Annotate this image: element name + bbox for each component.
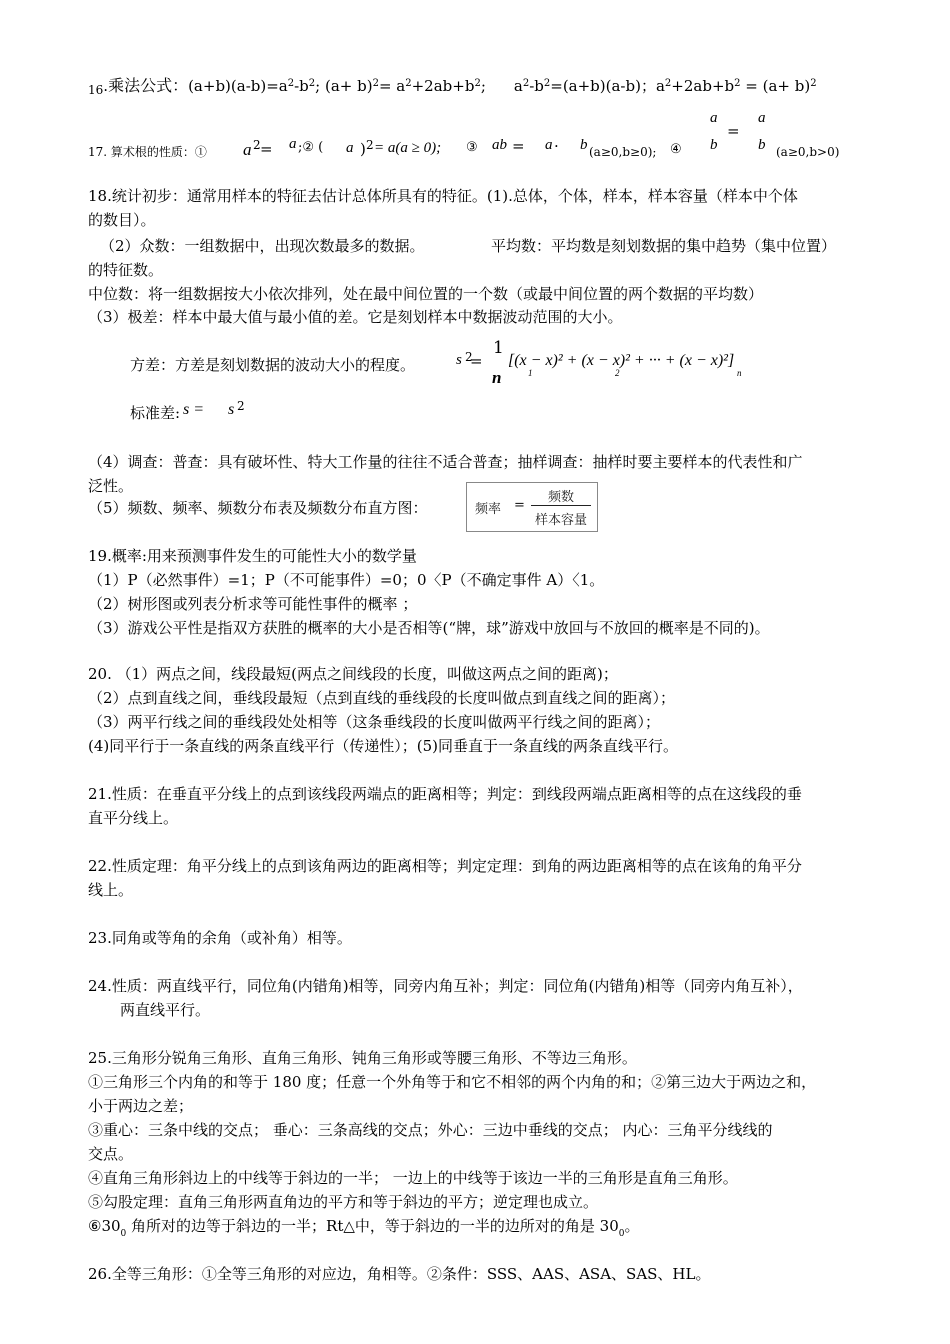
item24-line1: 24.性质：两直线平行，同位角(内错角)相等，同旁内角互补；判定：同位角(内错角)相等（同旁内角互补），: [88, 977, 803, 995]
item21-line2: 直平分线上。: [88, 809, 179, 827]
variance-n: n: [492, 368, 502, 387]
item25-line1: 25.三角形分锐角三角形、直角三角形、钝角三角形或等腰三角形、不等边三角形。: [88, 1049, 637, 1067]
item18-line4: 的特征数。: [88, 261, 164, 279]
item18-line1: 18.统计初步：通常用样本的特征去估计总体所具有的特征。(1).总体，个体，样本，样本容量（样本中个体: [88, 187, 798, 205]
item21-line1: 21.性质：在垂直平分线上的点到该线段两端点的距离相等；判定：到线段两端点距离相等的点在这线段的垂: [88, 785, 802, 803]
item17-frac-den: b: [710, 137, 718, 153]
variance-formula: [(x − x)² + (x − x)² + ··· + (x − x)²]: [508, 352, 735, 369]
item17-a: a: [243, 140, 252, 159]
item26-line1: 26.全等三角形：①全等三角形的对应边，角相等。②条件：SSS、AAS、ASA、SAS、HL。: [88, 1265, 711, 1283]
item25-line8: $⑥30_0$ 角所对的边等于斜边的一半；Rt△中，等于斜边的一半的边所对的角是 $30_0$。: [88, 1217, 640, 1239]
item18-line2: 的数目）。: [88, 211, 156, 229]
item25-line4: ③重心：三条中线的交点； 垂心：三条高线的交点；外心：三边中垂线的交点； 内心：三角平分线线的: [88, 1121, 773, 1139]
item20-line2: （2）点到直线之间，垂线段最短（点到直线的垂线段的长度叫做点到直线之间的距离）；: [88, 689, 676, 707]
item20-line4: (4)同平行于一条直线的两条直线平行（传递性）；(5)同垂直于一条直线的两条直线平行。: [88, 737, 678, 755]
item25-line3: 小于两边之差；: [88, 1097, 194, 1115]
item24-line2: 两直线平行。: [120, 1001, 211, 1019]
survey-line1: （4）调查：普查：具有破坏性、特大工作量的往往不适合普查；抽样调查：抽样时要主要样本的代表性和广: [88, 453, 803, 471]
item16-number: 16: [88, 83, 104, 97]
frequency-line: （5）频数、频率、频数分布表及频数分布直方图：: [88, 499, 428, 517]
item23-line1: 23.同角或等角的余角（或补角）相等。: [88, 929, 352, 947]
item22-line2: 线上。: [88, 881, 134, 899]
variance-label: 方差：方差是刻划数据的波动大小的程度。: [130, 356, 416, 374]
item25-line6: ④直角三角形斜边上的中线等于斜边的一半； 一边上的中线等于该边一半的三角形是直角三角形。: [88, 1169, 738, 1187]
item19-line1: 19.概率:用来预测事件发生的可能性大小的数学量: [88, 547, 417, 565]
variance-s: s: [456, 352, 462, 368]
item17-frac-num: a: [710, 110, 718, 126]
item17-prefix: 17. 算术根的性质：①: [88, 145, 207, 159]
item19-line4: （3）游戏公平性是指双方获胜的概率的大小是否相等(“牌，球”游戏中放回与不放回的概率是不同的)。: [88, 619, 770, 637]
item16-formula-line: $_{16}$.乘法公式：$(a+b)(a-b)=a^2-b^2$; $(a+ b)^2= a^2+2ab+b^2$; $a^2-b^2=(a+b)(a-b)$；$a^2+2ab+b^2 = (a+ b)^2$: [88, 76, 817, 97]
item18-mode: （2）众数：一组数据中，出现次数最多的数据。: [100, 237, 425, 255]
std-label: 标准差:: [130, 404, 181, 422]
item19-line2: （1）P（必然事件）=1；P（不可能事件）=0；0〈P（不确定事件 A）〈1。: [88, 571, 605, 589]
survey-line2: 泛性。: [88, 477, 134, 495]
item16-f1: (a+b)(a-b)=a: [188, 77, 288, 95]
item22-line1: 22.性质定理：角平分线上的点到该角两边的距离相等；判定定理：到角的两边距离相等的点在该角的角平分: [88, 857, 802, 875]
frequency-formula-box: 频率 = 频数 样本容量: [466, 482, 598, 532]
item25-line2: ①三角形三个内角的和等于 180 度；任意一个外角等于和它不相邻的两个内角的和；②第三边大于两边之和，: [88, 1073, 817, 1091]
item18-median: 中位数：将一组数据按大小依次排列，处在最中间位置的一个数（或最中间位置的两个数据的平均数）: [88, 285, 764, 303]
item19-line3: （2）树形图或列表分析求等可能性事件的概率 ；: [88, 595, 418, 613]
item16-label: 乘法公式：: [108, 76, 189, 95]
item25-line7: ⑤勾股定理：直角三角形两直角边的平方和等于斜边的平方；逆定理也成立。: [88, 1193, 599, 1211]
item20-line1: 20. （1）两点之间，线段最短(两点之间线段的长度，叫做这两点之间的距离)；: [88, 665, 618, 683]
item20-line3: （3）两平行线之间的垂线段处处相等（这条垂线段的长度叫做两平行线之间的距离）；: [88, 713, 661, 731]
item16-f2: a: [513, 77, 523, 95]
std-s: s =: [183, 401, 205, 418]
item18-mean: 平均数：平均数是刻划数据的集中趋势（集中位置）: [491, 237, 837, 255]
item25-line5: 交点。: [88, 1145, 134, 1163]
variance-one: 1: [493, 338, 504, 358]
item18-range: （3）极差：样本中最大值与最小值的差。它是刻划样本中数据波动范围的大小。: [88, 308, 623, 326]
item17-rule2: = a(a ≥ 0);: [374, 140, 442, 156]
